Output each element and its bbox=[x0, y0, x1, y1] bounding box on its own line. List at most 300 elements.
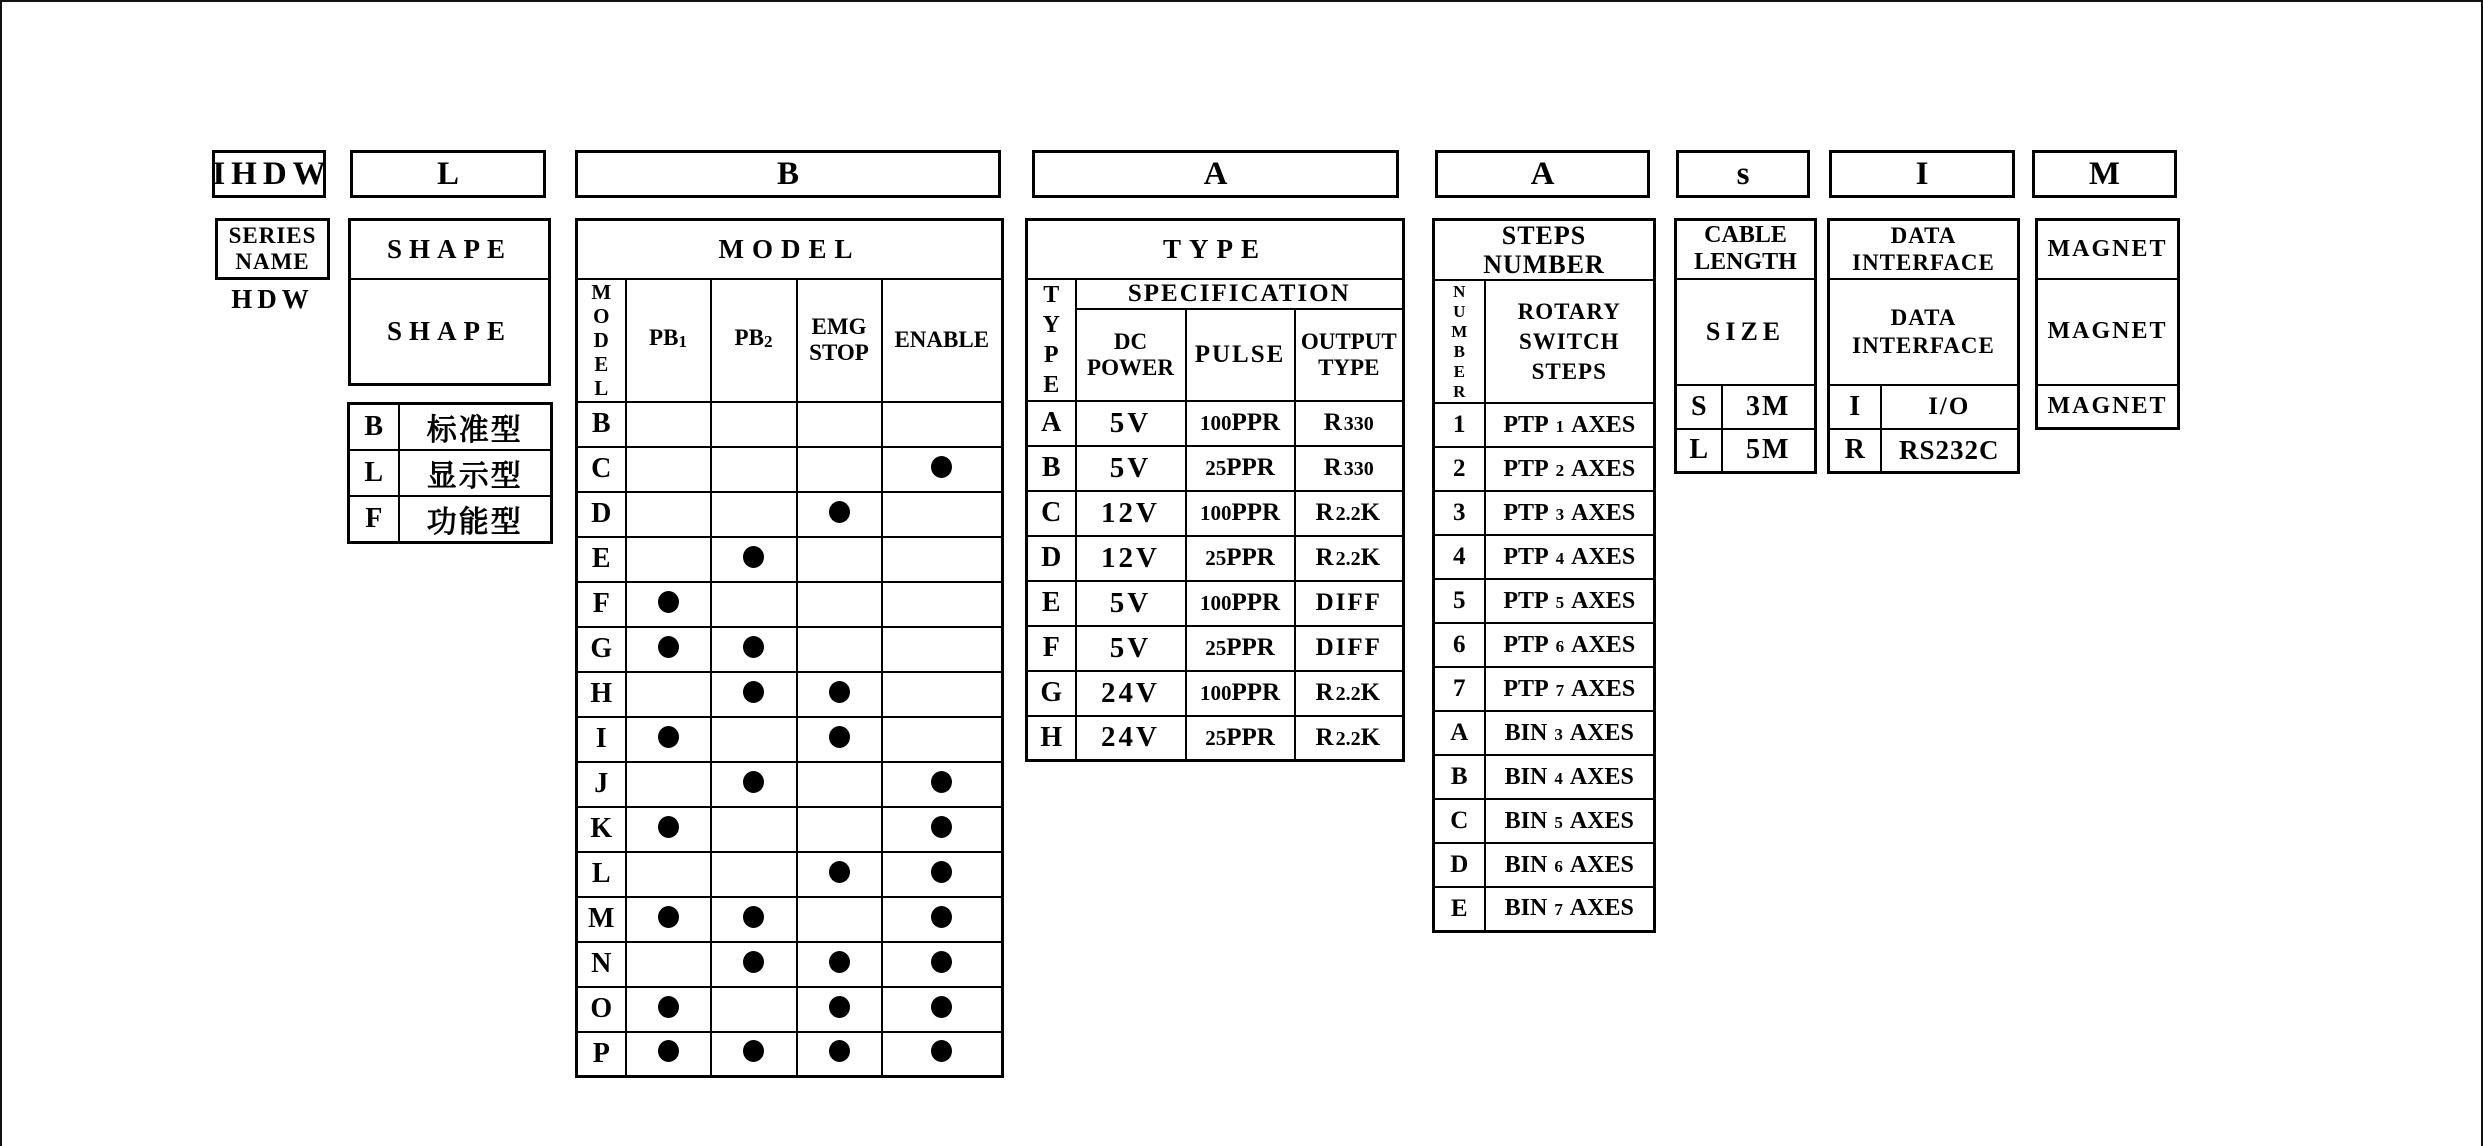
steps-axis-number: 7 bbox=[1554, 900, 1563, 920]
shape-option-code: B bbox=[349, 404, 399, 451]
output-prefix: R bbox=[1323, 454, 1344, 481]
steps-suffix: AXES bbox=[1569, 895, 1634, 922]
type-pulse-value bbox=[1186, 446, 1295, 491]
output-prefix: R bbox=[1315, 679, 1336, 706]
dot-indicator bbox=[658, 816, 679, 838]
model-dot-cell bbox=[882, 762, 1003, 807]
magnet-bottom-cell: MAGNET bbox=[2037, 385, 2179, 429]
model-dot-cell bbox=[797, 1032, 882, 1077]
steps-row-code: A bbox=[1434, 711, 1485, 755]
output-suffix: K bbox=[1360, 723, 1383, 751]
type-row-code: D bbox=[1027, 536, 1076, 581]
steps-row bbox=[1434, 843, 1655, 887]
type-dc-power-value: 5V bbox=[1076, 626, 1186, 671]
series-name-box bbox=[215, 218, 330, 280]
type-row bbox=[1027, 626, 1404, 671]
output-small: 330 bbox=[1343, 458, 1374, 480]
type-title: TYPE bbox=[1027, 220, 1404, 279]
steps-row-label bbox=[1485, 711, 1655, 755]
model-dot-cell bbox=[797, 717, 882, 762]
dot-indicator bbox=[931, 771, 952, 793]
output-prefix: R bbox=[1315, 499, 1336, 526]
shape-option-label: 功能型 bbox=[399, 496, 552, 543]
model-row bbox=[577, 942, 1003, 987]
pulse-number: 25 bbox=[1205, 636, 1227, 660]
code-box-steps: A bbox=[1435, 150, 1650, 198]
steps-row-code: 7 bbox=[1434, 667, 1485, 711]
code-box-series: IHDW bbox=[212, 150, 326, 198]
model-row bbox=[577, 807, 1003, 852]
model-row bbox=[577, 852, 1003, 897]
series-value: HDW bbox=[231, 284, 314, 314]
model-dot-cell bbox=[711, 852, 797, 897]
shape-option-code: L bbox=[349, 450, 399, 496]
steps-row bbox=[1434, 623, 1655, 667]
dot-indicator bbox=[931, 951, 952, 973]
model-row-code: I bbox=[577, 717, 626, 762]
model-dot-cell bbox=[882, 717, 1003, 762]
model-row bbox=[577, 987, 1003, 1032]
steps-row-label bbox=[1485, 491, 1655, 535]
model-dot-cell bbox=[882, 537, 1003, 582]
model-row-code: F bbox=[577, 582, 626, 627]
type-output-value bbox=[1295, 446, 1404, 491]
data-interface-row-code: I bbox=[1829, 385, 1881, 429]
dot-indicator bbox=[829, 501, 850, 523]
type-row-code: F bbox=[1027, 626, 1076, 671]
steps-row-code: 4 bbox=[1434, 535, 1485, 579]
steps-suffix: AXES bbox=[1569, 807, 1634, 834]
pulse-number: 25 bbox=[1205, 456, 1227, 480]
model-dot-cell bbox=[797, 627, 882, 672]
type-pulse-value bbox=[1186, 491, 1295, 536]
model-row-code: B bbox=[577, 402, 626, 447]
model-row-code: E bbox=[577, 537, 626, 582]
model-dot-cell bbox=[626, 492, 711, 537]
model-dot-cell bbox=[882, 807, 1003, 852]
type-output-value bbox=[1295, 491, 1404, 536]
steps-row-label bbox=[1485, 887, 1655, 931]
dot-indicator bbox=[931, 906, 952, 928]
model-title: MODEL bbox=[577, 220, 1003, 279]
model-row bbox=[577, 762, 1003, 807]
steps-row-code: 5 bbox=[1434, 579, 1485, 623]
data-interface-row-code: R bbox=[1829, 429, 1881, 473]
data-interface-row bbox=[1829, 385, 2019, 429]
steps-row bbox=[1434, 755, 1655, 799]
steps-row bbox=[1434, 667, 1655, 711]
type-row-code: H bbox=[1027, 716, 1076, 761]
shape-subheader: SHAPE bbox=[350, 279, 550, 385]
steps-suffix: AXES bbox=[1571, 411, 1636, 438]
pulse-unit: PPR bbox=[1231, 589, 1281, 616]
model-dot-cell bbox=[797, 897, 882, 942]
model-row bbox=[577, 897, 1003, 942]
model-dot-cell bbox=[626, 942, 711, 987]
steps-row-code: D bbox=[1434, 843, 1485, 887]
steps-axis-number: 5 bbox=[1554, 812, 1563, 832]
data-interface-table bbox=[1827, 218, 2020, 474]
model-dot-cell bbox=[626, 762, 711, 807]
model-dot-cell bbox=[711, 897, 797, 942]
data-interface-row-value: I/O bbox=[1881, 385, 2019, 429]
pulse-number: 100 bbox=[1199, 591, 1232, 615]
type-row-code: A bbox=[1027, 401, 1076, 446]
model-dot-cell bbox=[626, 672, 711, 717]
steps-row bbox=[1434, 447, 1655, 491]
model-dot-cell bbox=[797, 402, 882, 447]
steps-row-label bbox=[1485, 799, 1655, 843]
code-box-model: B bbox=[575, 150, 1001, 198]
model-row bbox=[577, 672, 1003, 717]
steps-axis-number: 4 bbox=[1555, 548, 1565, 568]
data-interface-row-value: RS232C bbox=[1881, 429, 2019, 473]
dot-indicator bbox=[829, 681, 850, 703]
model-dot-cell bbox=[882, 447, 1003, 492]
steps-prefix: PTP bbox=[1503, 411, 1549, 438]
dot-indicator bbox=[658, 726, 679, 748]
code-box-type: A bbox=[1032, 150, 1399, 198]
model-dot-cell bbox=[711, 447, 797, 492]
dot-indicator bbox=[743, 771, 764, 793]
steps-title: STEPS NUMBER bbox=[1434, 220, 1655, 281]
output-suffix: K bbox=[1360, 544, 1383, 571]
model-dot-cell bbox=[882, 627, 1003, 672]
cable-table bbox=[1674, 218, 1817, 474]
model-dot-cell bbox=[882, 402, 1003, 447]
steps-row-code: 6 bbox=[1434, 623, 1485, 667]
type-col-pulse: PULSE bbox=[1186, 309, 1295, 401]
magnet-header: MAGNET bbox=[2037, 220, 2179, 279]
dot-indicator bbox=[829, 726, 850, 748]
model-dot-cell bbox=[711, 402, 797, 447]
output-prefix: DIFF bbox=[1315, 589, 1382, 616]
steps-suffix: AXES bbox=[1571, 587, 1636, 614]
type-spec-header: SPECIFICATION bbox=[1076, 279, 1404, 309]
type-row-code: E bbox=[1027, 581, 1076, 626]
pulse-unit: PPR bbox=[1226, 723, 1275, 751]
type-dc-power-value: 5V bbox=[1076, 401, 1186, 446]
steps-row bbox=[1434, 403, 1655, 447]
type-pulse-value bbox=[1186, 716, 1295, 761]
type-output-value bbox=[1295, 716, 1404, 761]
model-dot-cell bbox=[797, 987, 882, 1032]
steps-axis-number: 1 bbox=[1555, 416, 1565, 436]
dot-indicator bbox=[743, 546, 764, 568]
pulse-number: 100 bbox=[1199, 681, 1232, 705]
vertical-letter: O bbox=[593, 304, 610, 328]
code-box-shape: L bbox=[350, 150, 546, 198]
type-pulse-value bbox=[1186, 401, 1295, 446]
type-pulse-value bbox=[1186, 626, 1295, 671]
steps-row-label bbox=[1485, 843, 1655, 887]
model-row-code: P bbox=[577, 1032, 626, 1077]
steps-row bbox=[1434, 579, 1655, 623]
output-small: 2.2 bbox=[1335, 727, 1361, 750]
pulse-unit: PPR bbox=[1231, 409, 1281, 436]
type-dc-power-value: 24V bbox=[1076, 716, 1186, 761]
steps-prefix: BIN bbox=[1504, 763, 1548, 790]
dot-indicator bbox=[931, 1040, 952, 1062]
model-dot-cell bbox=[711, 492, 797, 537]
type-output-value bbox=[1295, 536, 1404, 581]
model-dot-cell bbox=[711, 672, 797, 717]
output-prefix: R bbox=[1315, 723, 1336, 751]
model-dot-cell bbox=[626, 897, 711, 942]
type-pulse-value bbox=[1186, 671, 1295, 716]
steps-suffix: AXES bbox=[1571, 675, 1636, 702]
model-row-code: K bbox=[577, 807, 626, 852]
steps-row-label bbox=[1485, 403, 1655, 447]
model-dot-cell bbox=[797, 582, 882, 627]
model-dot-cell bbox=[797, 852, 882, 897]
cable-title: CABLE LENGTH bbox=[1676, 220, 1816, 279]
magnet-mid-cell: MAGNET bbox=[2037, 279, 2179, 385]
model-dot-cell bbox=[626, 807, 711, 852]
model-row-code: G bbox=[577, 627, 626, 672]
model-table bbox=[575, 218, 1004, 1078]
steps-axis-number: 3 bbox=[1555, 504, 1565, 524]
steps-suffix: AXES bbox=[1571, 631, 1636, 658]
model-row-code: M bbox=[577, 897, 626, 942]
model-dot-cell bbox=[626, 447, 711, 492]
vertical-letter: P bbox=[1043, 341, 1059, 368]
model-dot-cell bbox=[626, 1032, 711, 1077]
type-dc-power-value: 5V bbox=[1076, 446, 1186, 491]
steps-prefix: PTP bbox=[1503, 587, 1549, 614]
type-dc-power-value: 24V bbox=[1076, 671, 1186, 716]
model-col-emg-stop: EMG STOP bbox=[797, 279, 882, 402]
model-row bbox=[577, 402, 1003, 447]
output-prefix: R bbox=[1323, 409, 1344, 436]
dot-indicator bbox=[931, 456, 952, 478]
data-interface-title: DATA INTERFACE bbox=[1829, 220, 2019, 279]
steps-prefix: PTP bbox=[1503, 631, 1549, 658]
model-dot-cell bbox=[711, 627, 797, 672]
code-box-magnet: M bbox=[2032, 150, 2177, 198]
vertical-letter: N bbox=[1453, 281, 1466, 301]
output-suffix: K bbox=[1360, 499, 1383, 526]
steps-prefix: PTP bbox=[1503, 455, 1549, 482]
type-row bbox=[1027, 716, 1404, 761]
model-dot-cell bbox=[626, 717, 711, 762]
type-output-value bbox=[1295, 671, 1404, 716]
model-dot-cell bbox=[797, 492, 882, 537]
type-row bbox=[1027, 581, 1404, 626]
type-row-code: G bbox=[1027, 671, 1076, 716]
model-dot-cell bbox=[626, 537, 711, 582]
model-dot-cell bbox=[711, 582, 797, 627]
model-dot-cell bbox=[797, 807, 882, 852]
steps-prefix: BIN bbox=[1504, 807, 1548, 834]
steps-col-rotary: ROTARY SWITCH STEPS bbox=[1485, 280, 1655, 403]
dot-indicator bbox=[743, 951, 764, 973]
dot-indicator bbox=[931, 861, 952, 883]
model-row bbox=[577, 492, 1003, 537]
model-dot-cell bbox=[711, 807, 797, 852]
shape-option-row bbox=[349, 450, 552, 496]
model-vertical-label bbox=[577, 279, 626, 402]
steps-suffix: AXES bbox=[1571, 455, 1636, 482]
dot-indicator bbox=[658, 996, 679, 1018]
type-output-value bbox=[1295, 401, 1404, 446]
steps-prefix: PTP bbox=[1503, 675, 1549, 702]
type-dc-power-value: 5V bbox=[1076, 581, 1186, 626]
vertical-letter: E bbox=[1453, 361, 1465, 381]
vertical-letter: M bbox=[1451, 321, 1468, 341]
model-dot-cell bbox=[882, 492, 1003, 537]
model-row bbox=[577, 1032, 1003, 1077]
model-dot-cell bbox=[711, 1032, 797, 1077]
model-col-enable: ENABLE bbox=[882, 279, 1003, 402]
vertical-letter: U bbox=[1453, 301, 1466, 321]
cable-row-value: 5M bbox=[1722, 429, 1816, 473]
dot-indicator bbox=[931, 996, 952, 1018]
type-col-dc-power: DC POWER bbox=[1076, 309, 1186, 401]
steps-row-label bbox=[1485, 579, 1655, 623]
model-dot-cell bbox=[797, 537, 882, 582]
dot-indicator bbox=[658, 1040, 679, 1062]
output-suffix: K bbox=[1360, 679, 1383, 706]
model-dot-cell bbox=[882, 942, 1003, 987]
steps-suffix: AXES bbox=[1571, 499, 1636, 526]
steps-prefix: BIN bbox=[1504, 851, 1548, 878]
magnet-table bbox=[2035, 218, 2180, 430]
model-dot-cell bbox=[626, 987, 711, 1032]
steps-prefix: BIN bbox=[1504, 719, 1548, 746]
steps-row-code: 2 bbox=[1434, 447, 1485, 491]
shape-option-code: F bbox=[349, 496, 399, 543]
steps-row bbox=[1434, 799, 1655, 843]
dot-indicator bbox=[658, 636, 679, 658]
code-box-cable: s bbox=[1676, 150, 1810, 198]
dot-indicator bbox=[743, 636, 764, 658]
steps-row-code: 3 bbox=[1434, 491, 1485, 535]
vertical-letter: E bbox=[1043, 371, 1060, 398]
model-dot-cell bbox=[882, 672, 1003, 717]
model-dot-cell bbox=[882, 987, 1003, 1032]
vertical-letter: D bbox=[593, 328, 609, 352]
model-dot-cell bbox=[626, 627, 711, 672]
output-small: 2.2 bbox=[1335, 503, 1361, 525]
model-row-code: L bbox=[577, 852, 626, 897]
type-pulse-value bbox=[1186, 581, 1295, 626]
steps-row-code: E bbox=[1434, 887, 1485, 931]
type-row bbox=[1027, 671, 1404, 716]
model-row-code: H bbox=[577, 672, 626, 717]
type-row-code: B bbox=[1027, 446, 1076, 491]
output-small: 2.2 bbox=[1335, 683, 1361, 705]
data-interface-row bbox=[1829, 429, 2019, 473]
shape-options-table bbox=[347, 402, 553, 544]
steps-suffix: AXES bbox=[1569, 763, 1634, 790]
model-dot-cell bbox=[711, 762, 797, 807]
pulse-unit: PPR bbox=[1226, 634, 1275, 661]
type-output-value bbox=[1295, 581, 1404, 626]
model-row bbox=[577, 537, 1003, 582]
model-dot-cell bbox=[797, 672, 882, 717]
output-prefix: DIFF bbox=[1315, 634, 1382, 661]
vertical-letter: Y bbox=[1042, 311, 1060, 338]
dot-indicator bbox=[829, 996, 850, 1018]
model-row-code: J bbox=[577, 762, 626, 807]
output-prefix: R bbox=[1315, 544, 1336, 571]
cable-row-code: L bbox=[1676, 429, 1722, 473]
type-dc-power-value: 12V bbox=[1076, 491, 1186, 536]
shape-header: SHAPE bbox=[350, 220, 550, 279]
type-output-value bbox=[1295, 626, 1404, 671]
steps-prefix: BIN bbox=[1504, 895, 1548, 922]
model-row bbox=[577, 447, 1003, 492]
model-dot-cell bbox=[711, 717, 797, 762]
model-dot-cell bbox=[882, 897, 1003, 942]
dot-indicator bbox=[743, 681, 764, 703]
shape-option-row bbox=[349, 496, 552, 543]
steps-axis-number: 7 bbox=[1555, 680, 1565, 700]
vertical-letter: T bbox=[1043, 281, 1060, 308]
cable-row-value: 3M bbox=[1722, 385, 1816, 429]
steps-table bbox=[1432, 218, 1656, 933]
model-dot-cell bbox=[711, 537, 797, 582]
type-dc-power-value: 12V bbox=[1076, 536, 1186, 581]
pulse-unit: PPR bbox=[1226, 544, 1275, 571]
shape-table bbox=[348, 218, 551, 386]
type-row bbox=[1027, 401, 1404, 446]
steps-row-label bbox=[1485, 447, 1655, 491]
steps-axis-number: 5 bbox=[1555, 592, 1565, 612]
model-row-code: D bbox=[577, 492, 626, 537]
dot-indicator bbox=[743, 906, 764, 928]
pulse-unit: PPR bbox=[1226, 454, 1275, 481]
vertical-letter: E bbox=[594, 352, 609, 376]
model-dot-cell bbox=[711, 987, 797, 1032]
type-vertical-label bbox=[1027, 279, 1076, 401]
vertical-letter: B bbox=[1453, 341, 1465, 361]
output-small: 2.2 bbox=[1335, 548, 1361, 570]
steps-prefix: PTP bbox=[1503, 499, 1549, 526]
steps-axis-number: 4 bbox=[1554, 768, 1563, 788]
steps-vertical-label bbox=[1434, 280, 1485, 403]
steps-row-label bbox=[1485, 755, 1655, 799]
shape-option-label: 显示型 bbox=[399, 450, 552, 496]
series-name-line1: SERIES bbox=[228, 223, 317, 248]
steps-row bbox=[1434, 491, 1655, 535]
cable-row bbox=[1676, 385, 1816, 429]
shape-option-row bbox=[349, 404, 552, 451]
model-dot-cell bbox=[797, 942, 882, 987]
cable-size-header: SIZE bbox=[1676, 279, 1816, 385]
pulse-number: 25 bbox=[1205, 546, 1227, 570]
model-row-code: C bbox=[577, 447, 626, 492]
cable-row bbox=[1676, 429, 1816, 473]
type-pulse-value bbox=[1186, 536, 1295, 581]
model-dot-cell bbox=[797, 762, 882, 807]
steps-row-label bbox=[1485, 623, 1655, 667]
series-name-line2: NAME bbox=[235, 249, 310, 274]
pulse-number: 25 bbox=[1205, 725, 1227, 750]
model-dot-cell bbox=[626, 582, 711, 627]
dot-indicator bbox=[658, 591, 679, 613]
steps-prefix: PTP bbox=[1503, 543, 1549, 570]
model-dot-cell bbox=[711, 942, 797, 987]
model-col-pb2: PB2 bbox=[711, 279, 797, 402]
steps-row-code: 1 bbox=[1434, 403, 1485, 447]
vertical-letter: L bbox=[594, 376, 609, 400]
type-row-code: C bbox=[1027, 491, 1076, 536]
code-box-interface: I bbox=[1829, 150, 2015, 198]
model-row bbox=[577, 627, 1003, 672]
model-dot-cell bbox=[626, 402, 711, 447]
